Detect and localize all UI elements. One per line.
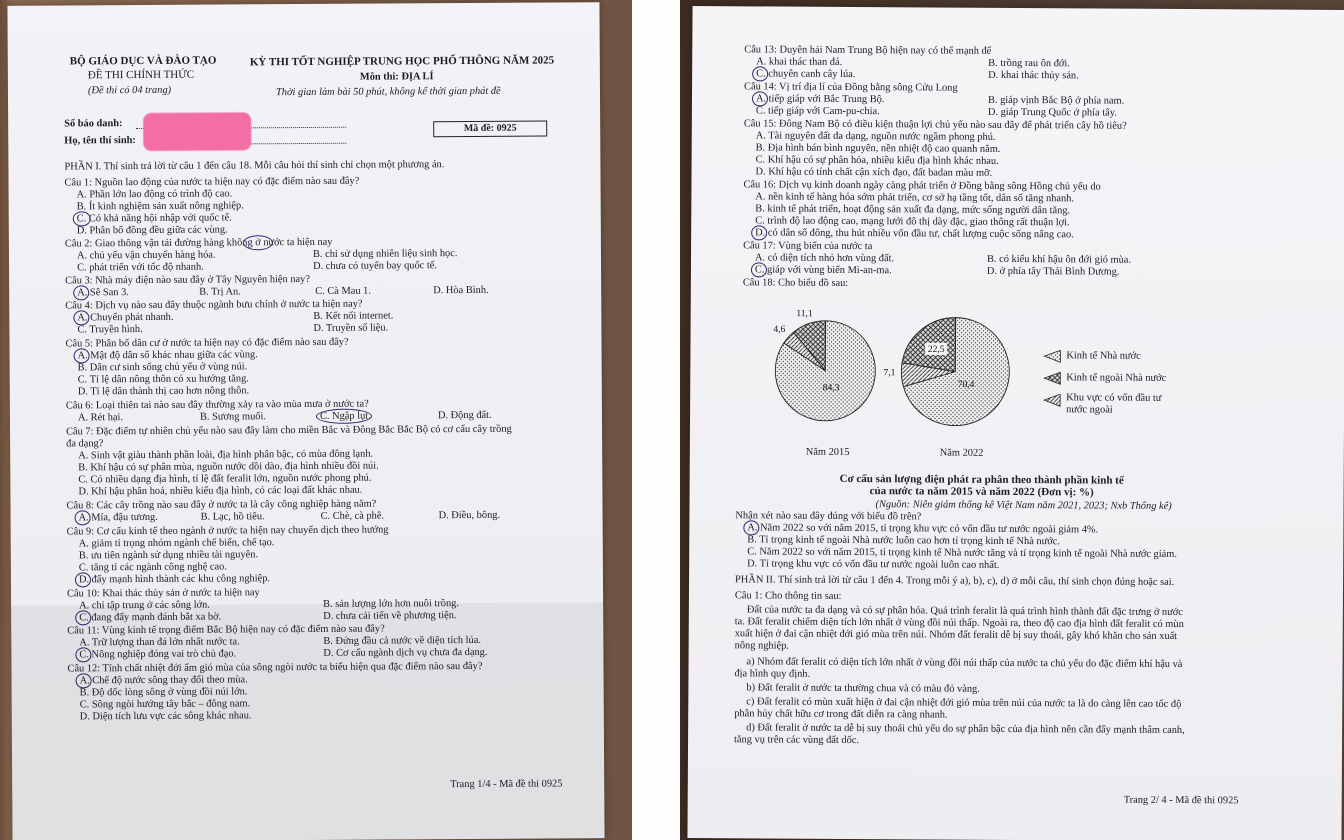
q6-option-a[interactable]: A. Rét hại.: [77, 412, 124, 424]
q15-option-c[interactable]: C. Khí hậu có sự phân hóa, nhiều kiểu địa hình khác nhau.: [755, 154, 999, 167]
q13-option-d[interactable]: D. khai thác thủy sản.: [988, 69, 1079, 82]
q11-option-b[interactable]: B. Đứng đầu cả nước về diện tích lúa.: [323, 634, 481, 647]
p2-q1-text-2: ta. Đất feralit chiếm diện tích lớn nhất ở vùng đồi núi thấp. Ngoài ra, theo độ cao địa hình đất feralit có mùn: [734, 616, 1184, 631]
q4-option-b[interactable]: B. Kết nối internet.: [313, 310, 394, 322]
q16: Câu 16: Dịch vụ kinh doanh ngày càng phát triển ở Đồng bằng sông Hồng chủ yếu do: [743, 179, 1101, 193]
legend-swatch-state: [1044, 350, 1060, 362]
q12-option-a[interactable]: A. Chế độ nước sông thay đổi theo mùa.: [79, 674, 248, 687]
p2-q1-text-3: xuất hiện ở đai cận nhiệt đới gió mùa trên núi. Nhóm đất feralit dễ bị suy thoái, gây khó khăn cho sản xuất: [734, 628, 1178, 642]
q1: Câu 1: Nguồn lao động của nước ta hiện nay có đặc điểm nào sau đây?: [64, 175, 360, 189]
pie-label-2022-nonstate: 22,5: [927, 344, 945, 355]
q4-option-a[interactable]: A. Chuyển phát nhanh.: [77, 311, 174, 324]
q15: Câu 15: Đông Nam Bộ có điều kiện thuận lợi chủ yếu nào sau đây để phát triển cây hồ tiêu?: [743, 118, 1127, 132]
q7-continued: đa dạng?: [66, 438, 104, 450]
q15-option-a[interactable]: A. Tài nguyên đất đa dạng, nguồn nước ngầm phong phú.: [755, 130, 996, 143]
page-footer: Trang 1/4 - Mã đề thi 0925: [450, 778, 563, 791]
q14-option-b[interactable]: B. giáp vịnh Bắc Bộ ở phía nam.: [987, 94, 1125, 107]
q18-option-a[interactable]: A. Năm 2022 so với năm 2015, tỉ trọng khu vực có vốn đầu tư nước ngoài giảm 4%.: [747, 522, 1099, 536]
paper-shadow: [11, 599, 604, 840]
q8: Câu 8: Các cây trồng nào sau đây ở nước ta là cây công nghiệp hàng năm?: [66, 498, 377, 512]
q8-option-c[interactable]: C. Chè, cà phê.: [320, 510, 385, 522]
q12-option-b[interactable]: B. Độ dốc lòng sông ở vùng đồi núi lớn.: [79, 686, 248, 699]
pie-label-2015-fdi: 4,6: [773, 324, 786, 335]
q15-option-d[interactable]: D. Khí hậu có tính chất cận xích đạo, đất badan màu mỡ.: [755, 166, 993, 179]
pie-label-2015-state: 84,3: [822, 383, 840, 394]
q17-option-b[interactable]: B. có kiểu khí hậu ôn đới gió mùa.: [986, 253, 1132, 266]
q17-option-a[interactable]: A. có diện tích nhỏ hơn vùng đất.: [754, 252, 895, 265]
pie-label-2022-fdi: 7,1: [883, 368, 896, 379]
q14-option-a[interactable]: A. tiếp giáp với Bắc Trung Bộ.: [755, 93, 885, 106]
q13: Câu 13: Duyên hải Nam Trung Bộ hiện nay có thế mạnh để: [744, 44, 992, 57]
p2-option-a-1[interactable]: a) Nhóm đất feralit có diện tích lớn nhất ở vùng đồi núi thấp của nước ta chủ yếu do đặc điểm khí hậu và: [746, 656, 1183, 671]
q5-option-a[interactable]: A. Mật độ dân số khác nhau giữa các vùng.: [77, 349, 258, 362]
q1-option-a[interactable]: A. Phần lớn lao động có trình độ cao.: [76, 188, 233, 201]
q11: Câu 11: Vùng kinh tế trọng điểm Bắc Bộ hiện nay có đặc điểm nào sau đây?: [67, 623, 385, 637]
q18: Câu 18: Cho biểu đồ sau:: [742, 277, 849, 289]
q11-option-a[interactable]: A. Trữ lượng than đá lớn nhất nước ta.: [79, 636, 240, 649]
exam-page-1: [7, 2, 604, 840]
q2: Câu 2: Giao thông vận tải đường hàng không ở nước ta hiện nay: [64, 236, 333, 250]
pen-circle-q16: [751, 225, 767, 240]
pen-circle-q17: [751, 262, 767, 277]
q1-option-c[interactable]: C. Có khả năng hội nhập với quốc tế.: [76, 212, 232, 225]
page-footer-2: Trang 2/ 4 - Mã đề thi 0925: [1123, 794, 1239, 807]
q4-option-c[interactable]: C. Truyền hình.: [77, 323, 143, 336]
q8-option-a[interactable]: A. Mía, đậu tương.: [78, 511, 158, 524]
pen-circle-q9: [75, 572, 91, 587]
q2-option-d[interactable]: D. chưa có tuyến bay quốc tế.: [313, 260, 438, 272]
q10-option-d[interactable]: D. chưa cải tiến về phương tiện.: [323, 610, 457, 622]
part2-heading: PHẦN II. Thí sinh trả lời từ câu 1 đến 4. Trong mỗi ý a), b), c), d) ở mỗi câu, thí sinh chọn đúng hoặc sai.: [735, 574, 1175, 588]
q16-option-c[interactable]: C. trình độ lao động cao, mạng lưới đô thị dày đặc, giao thông rất thuận lợi.: [755, 215, 1070, 229]
q6-option-d[interactable]: D. Động đất.: [437, 409, 492, 422]
q9-option-a[interactable]: A. giảm tỉ trọng nhóm ngành chế biến, chế tạo.: [78, 537, 275, 550]
p2-option-d-1[interactable]: d) Đất feralit ở nước ta dễ bị suy thoái chủ yếu do sự phân bậc của địa hình nên cần đẩy mạnh thâm canh,: [746, 722, 1185, 737]
pen-circle-q4: [73, 310, 89, 325]
legend-fdi-line2: nước ngoài: [1066, 404, 1113, 416]
pie-chart: [750, 296, 1271, 469]
q13-option-a[interactable]: A. khai thác than đá.: [756, 56, 843, 68]
q13-option-b[interactable]: B. trồng rau ôn đới.: [988, 57, 1070, 70]
q10-option-c[interactable]: C. đang đẩy mạnh đánh bắt xa bờ.: [79, 611, 222, 624]
q5-option-c[interactable]: C. Tỉ lệ dân nông thôn có xu hướng tăng.: [77, 373, 249, 386]
q16-option-d[interactable]: D. có dân số đông, thu hút nhiều vốn đầu tư, chất lượng cuộc sống nâng cao.: [755, 227, 1074, 241]
q5-option-d[interactable]: D. Tỉ lệ dân thành thị cao hơn nông thôn.: [77, 385, 250, 398]
q3-option-a[interactable]: A. Sê San 3.: [77, 287, 129, 299]
part1-heading: PHẦN I. Thí sinh trả lời từ câu 1 đến câu 18. Mỗi câu hỏi thí sinh chỉ chọn một phương án.: [64, 159, 445, 173]
q5: Câu 5: Phân bố dân cư ở nước ta hiện nay có đặc điểm nào sau đây?: [65, 336, 349, 350]
q17: Câu 17: Vùng biển của nước ta: [743, 240, 873, 253]
q18-option-d[interactable]: D. Tỉ trọng khu vực có vốn đầu tư nước ngoài luôn cao nhất.: [747, 558, 1000, 571]
pages-note: (Đề thi có 04 trang): [87, 84, 172, 97]
legend-swatch-fdi: [1044, 394, 1060, 406]
p2-option-c-2: phân hủy chất hữu cơ trong đất diễn ra càng nhanh.: [734, 708, 948, 721]
legend-swatch-nonstate: [1044, 372, 1060, 384]
p2-option-d-2: tăng vụ trên các vùng đất dốc.: [734, 734, 860, 747]
exam-title: KỲ THI TỐT NGHIỆP TRUNG HỌC PHỔ THÔNG NĂM 2025: [249, 54, 555, 69]
q9-option-d[interactable]: D. đẩy mạnh hình thành các khu công nghiệp.: [78, 573, 271, 586]
p2-option-a-2: địa hình quy định.: [734, 668, 811, 680]
pen-circle-q2: [243, 235, 273, 250]
p2-option-b[interactable]: b) Đất feralit ở nước ta thường chua và có màu đỏ vàng.: [746, 682, 980, 695]
p2-option-c-1[interactable]: c) Đất feralit có mùn xuất hiện ở đai cận nhiệt đới gió mùa trên núi của nước ta là do càng lên cao tốc độ: [746, 696, 1182, 711]
q9-option-b[interactable]: B. ưu tiên ngành sử dụng nhiều tài nguyên.: [78, 549, 259, 562]
q7-option-c[interactable]: C. Có nhiều dạng địa hình, tỉ lệ đất feralit lớn, nguồn nước phong phú.: [78, 472, 372, 486]
chart-source: (Nguồn: Niên giám thống kê Việt Nam năm 2021, 2023; Nxb Thống kê): [875, 499, 1172, 512]
q12-option-d[interactable]: D. Diện tích lưu vực các sông khác nhau.: [79, 710, 252, 723]
legend-swatches: [1042, 350, 1062, 420]
sbd-label: Số báo danh:: [64, 118, 123, 130]
time-label: Thời gian làm bài 50 phút, không kể thời gian phát đề: [275, 85, 501, 99]
q9: Câu 9: Cơ cấu kinh tế theo ngành ở nước ta hiện nay chuyển dịch theo hướng: [66, 524, 389, 538]
pen-circle-q18: [743, 520, 759, 535]
legend-state: Kinh tế Nhà nước: [1066, 350, 1141, 362]
year-label-2022: Năm 2022: [939, 447, 984, 459]
q10-option-b[interactable]: B. sản lượng lớn hơn nuôi trồng.: [323, 598, 459, 610]
q10-option-a[interactable]: A. chỉ tập trung ở các sông lớn.: [79, 599, 210, 612]
q3-option-b[interactable]: B. Trị An.: [199, 286, 241, 298]
chart-caption-1: Cơ cấu sản lượng điện phát ra phân theo thành phần kinh tế: [839, 472, 1124, 487]
legend-nonstate: Kinh tế ngoài Nhà nước: [1066, 372, 1167, 384]
q11-option-c[interactable]: C. Nông nghiệp đóng vai trò chủ đạo.: [79, 648, 237, 661]
q6-option-c[interactable]: C. Ngập lụt.: [319, 410, 371, 422]
pen-circle-q5: [74, 348, 90, 363]
legend-fdi-line1: Khu vực có vốn đầu tư: [1066, 392, 1162, 404]
p2-q1: Câu 1: Cho thông tin sau:: [734, 590, 842, 602]
pen-circle-q3: [73, 285, 89, 300]
q15-option-b[interactable]: B. Địa hình bán bình nguyên, nền nhiệt độ cao quanh năm.: [755, 142, 1001, 155]
chart-caption-2: của nước ta năm 2015 và năm 2022 (Đơn vị: %): [869, 485, 1094, 499]
q18-option-b[interactable]: B. Tỉ trọng kinh tế ngoài Nhà nước luôn cao hơn tỉ trọng kinh tế Nhà nước.: [747, 534, 1060, 548]
p2-q1-text-4: nông nghiệp.: [734, 640, 789, 652]
q1-option-d[interactable]: D. Phân bố đồng đều giữa các vùng.: [76, 224, 228, 237]
q2-option-b[interactable]: B. chỉ sử dụng nhiên liệu sinh học.: [312, 248, 458, 260]
q14: Câu 14: Vị trí địa lí của Đồng bằng sông Cửu Long: [744, 81, 958, 94]
official-label: ĐỀ THI CHÍNH THỨC: [87, 68, 195, 82]
q3-option-c[interactable]: C. Cà Mau 1.: [315, 285, 371, 297]
q8-option-d[interactable]: D. Điều, bông.: [438, 509, 501, 522]
q7: Câu 7: Đặc điểm tự nhiên chủ yếu nào sau đây làm cho miền Bắc và Đông Bắc Bắc Bộ có cơ cấu cây trồng: [66, 423, 512, 438]
q14-option-d[interactable]: D. giáp Trung Quốc ở phía tây.: [987, 106, 1117, 119]
q8-option-b[interactable]: B. Lạc, hồ tiêu.: [200, 511, 265, 523]
pen-circle-q13: [752, 66, 768, 81]
q17-option-c[interactable]: C. giáp với vùng biển Mi-an-ma.: [754, 264, 892, 277]
q3: Câu 3: Nhà máy điện nào sau đây ở Tây Nguyên hiện nay?: [65, 273, 310, 287]
q11-option-d[interactable]: D. Cơ cấu ngành dịch vụ chưa đa dạng.: [323, 646, 488, 659]
white-gap: [632, 0, 680, 840]
q17-option-d[interactable]: D. ở phía tây Thái Bình Dương.: [986, 265, 1120, 278]
q16-option-a[interactable]: A. nền kinh tế hàng hóa sớm phát triển, cơ sở hạ tầng tốt, dân số tăng nhanh.: [755, 191, 1075, 205]
subject-label: Môn thi: ĐỊA LÍ: [359, 71, 434, 83]
exam-page-2: [687, 6, 1344, 840]
pie-label-2022-state: 70,4: [957, 379, 975, 391]
q5-option-b[interactable]: B. Dân cư sinh sống chủ yếu ở vùng núi.: [77, 361, 248, 374]
q18-option-c[interactable]: C. Năm 2022 so với năm 2015, tỉ trọng kinh tế Nhà nước tăng và tỉ trọng kinh tế ngoài Nhà nước giảm.: [747, 546, 1177, 560]
q1-option-b[interactable]: B. Ít kinh nghiệm sản xuất nông nghiệp.: [76, 200, 244, 213]
q7-option-d[interactable]: D. Khí hậu phân hoá, nhiều kiểu địa hình, có các loại đất khác nhau.: [78, 484, 363, 498]
pie-label-2015-nonstate: 11,1: [796, 309, 813, 320]
exam-code-box: Mã đề: 0925: [433, 121, 547, 138]
q4: Câu 4: Dịch vụ nào sau đây thuộc ngành bưu chính ở nước ta hiện nay?: [65, 298, 363, 312]
q6-option-b[interactable]: B. Sương muối.: [199, 411, 266, 423]
pen-circle-q14: [752, 91, 768, 106]
year-label-2015: Năm 2015: [805, 446, 850, 458]
q6: Câu 6: Loại thiên tai nào sau đây thường xảy ra vào mùa mưa ở nước ta?: [65, 398, 369, 412]
redaction-mark: [143, 112, 251, 151]
q7-option-b[interactable]: B. Khí hậu có sự phân mùa, nguồn nước dồi dào, địa hình nhiều đồi núi.: [78, 460, 379, 474]
q3-option-d[interactable]: D. Hòa Bình.: [433, 284, 489, 297]
p2-q1-text-1: Đất của nước ta đa dạng và có sự phân hóa. Quá trình feralit là quá trình hình thành đất đặc trưng ở nước: [746, 604, 1183, 619]
q10: Câu 10: Khai thác thủy sản ở nước ta hiện nay: [67, 587, 260, 600]
q2-option-c[interactable]: C. phát triển với tốc độ nhanh.: [77, 261, 204, 274]
q7-option-a[interactable]: A. Sinh vật giàu thành phần loài, địa hình phân bậc, có mùa đông lạnh.: [78, 448, 374, 462]
q13-option-c[interactable]: C. chuyên canh cây lúa.: [756, 68, 856, 81]
q12-option-c[interactable]: C. Sông ngòi hướng tây bắc – đông nam.: [79, 698, 251, 711]
q2-option-a[interactable]: A. chủ yếu vận chuyển hàng hóa.: [76, 249, 216, 262]
q14-option-c[interactable]: C. tiếp giáp với Cam-pu-chia.: [755, 105, 880, 118]
q18-ask: Nhận xét nào sau đây đúng với biểu đồ trên?: [735, 510, 922, 523]
pen-circle-q8: [75, 510, 91, 525]
q9-option-c[interactable]: C. tăng tỉ các ngành công nghệ cao.: [78, 561, 227, 574]
q4-option-d[interactable]: D. Truyền số liệu.: [313, 322, 389, 334]
ministry-label: BỘ GIÁO DỤC VÀ ĐÀO TẠO: [69, 54, 217, 68]
name-label: Họ, tên thí sinh:: [64, 135, 136, 147]
q16-option-b[interactable]: B. kinh tế phát triển, hoạt động sản xuất đa dạng, mức sống người dân tăng.: [755, 203, 1071, 217]
q12: Câu 12: Tính chất nhiệt đới ẩm gió mùa của sông ngòi nước ta biểu hiện qua đặc điểm nào sau đây?: [67, 660, 483, 675]
pen-circle-q1: [73, 211, 91, 226]
